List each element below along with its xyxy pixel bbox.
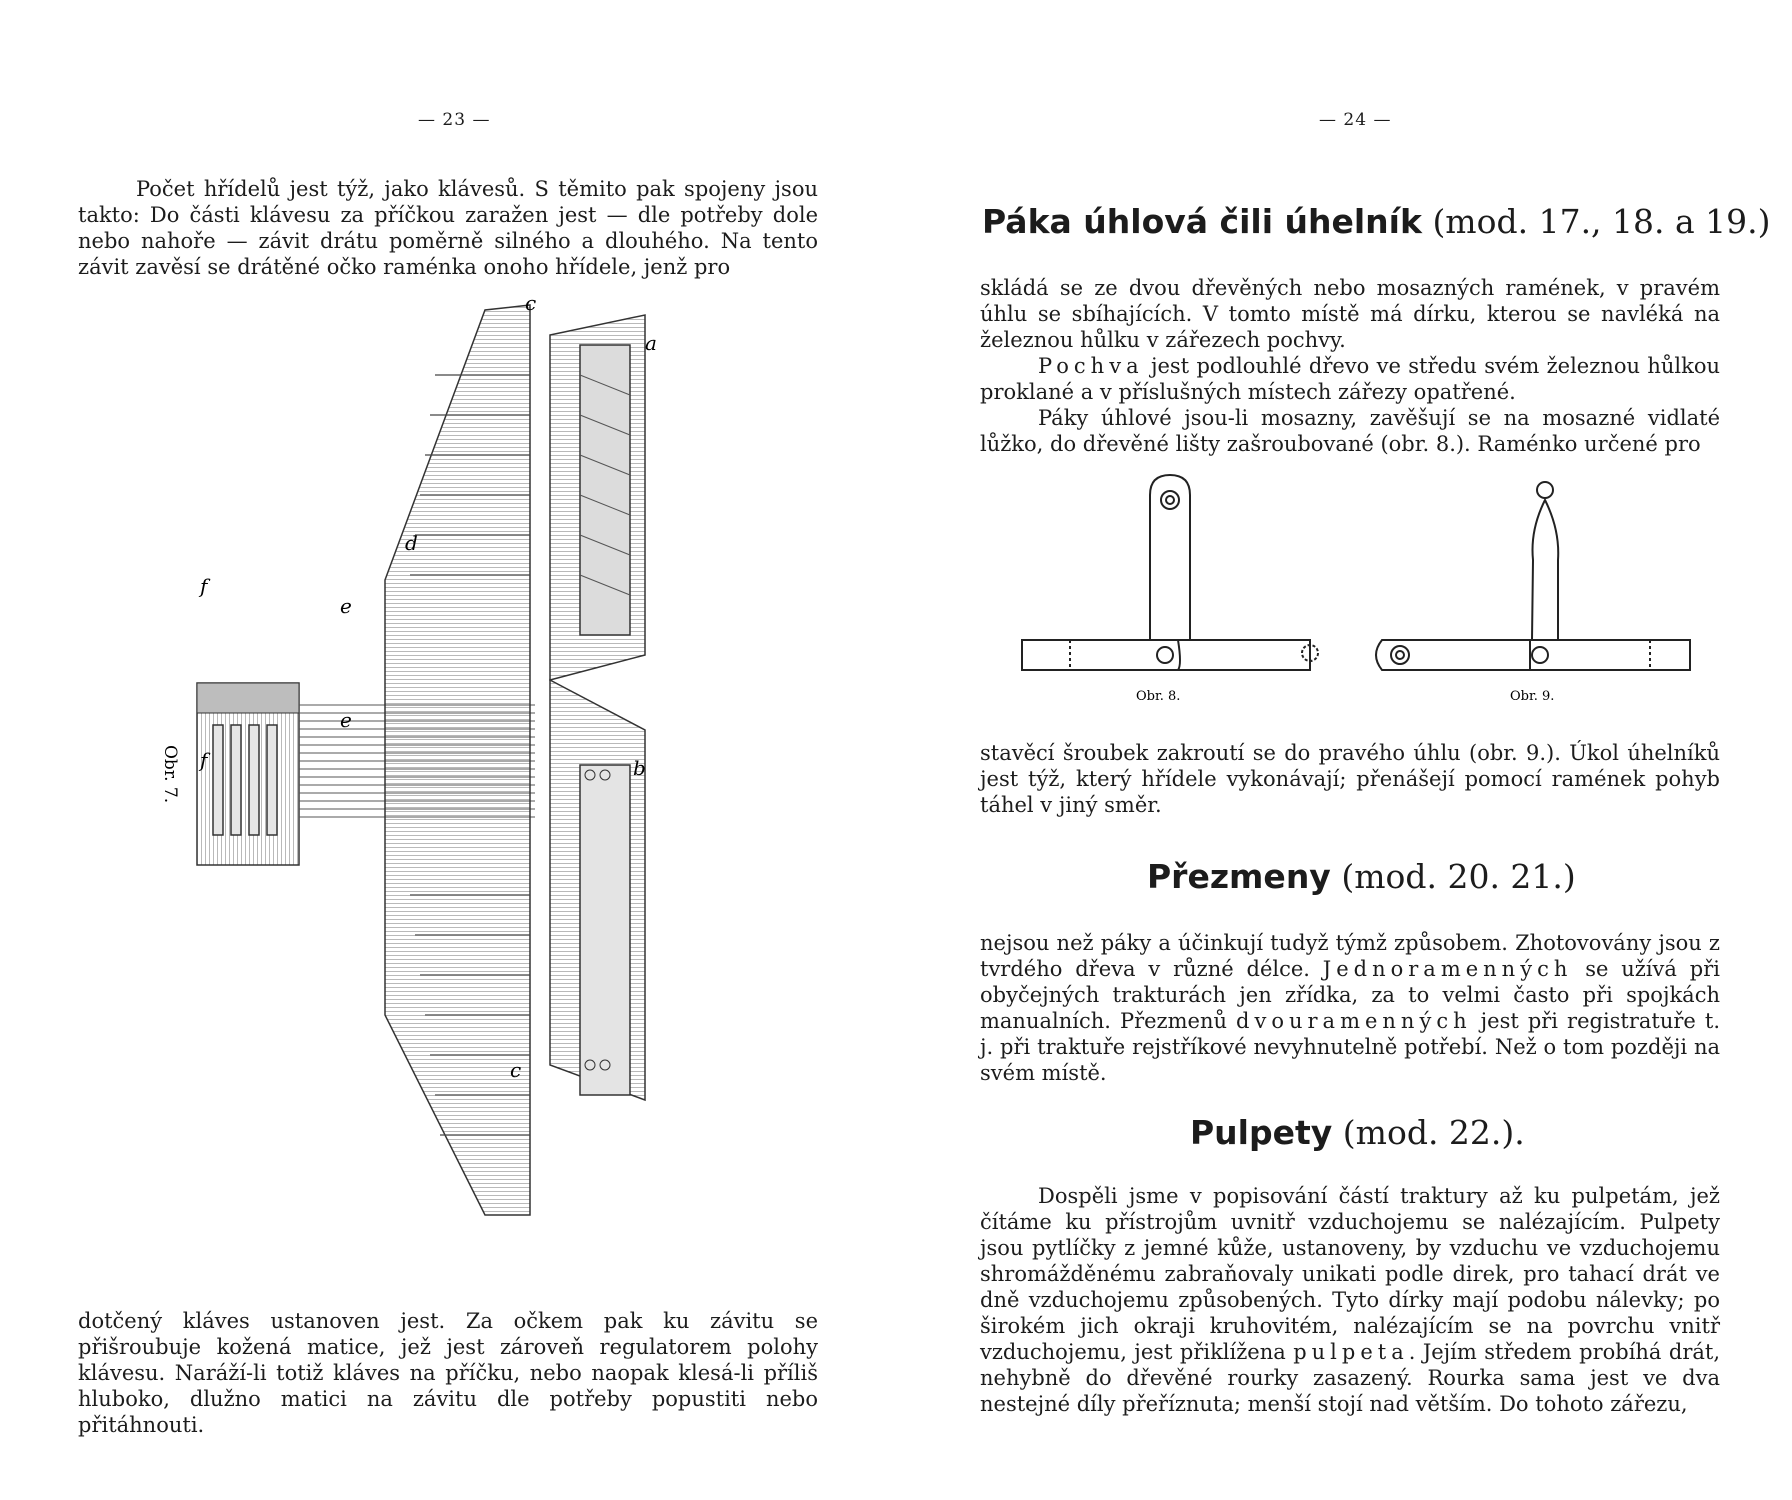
label-f-bottom: f: [200, 748, 208, 772]
figure-8-caption: Obr. 8.: [1136, 689, 1181, 704]
left-page-number: — 23 —: [418, 110, 491, 130]
section1-p2-rest: jest podlouhlé dřevo ve středu svém železnou hůlkou proklané a v příslušných místech zářezy opatřené.: [980, 354, 1720, 404]
label-e-top: e: [340, 594, 352, 618]
label-c-top: c: [525, 291, 537, 315]
section2-text: [980, 930, 1720, 1086]
section1-p4: stavěcí šroubek zakroutí se do pravého úhlu (obr. 9.). Úkol úhelníků jest týž, který hřídele vykonávají; přenášejí pomocí ramének pohyb táhel v jiný směr.: [980, 741, 1720, 817]
label-d: d: [405, 531, 418, 555]
heading-pulpety: [1190, 1113, 1525, 1152]
left-paragraph-1: [78, 176, 818, 280]
section3-p-a: Dospěli jsme v popisování částí traktury až ku pulpetám, jež čítáme ku přístrojům uvnitř vzduchojemu se nalézajícím. Pulpety jsou pytlíčky z jemné kůže, ustanoveny, by vzduchu ve vzduchojemu shromážděnému zabraňovaly unikati podle direk, pro tahací drát ve dně vzduchojemu způsobených. Tyto dírky mají podobu nálevky; po širokém jich okraji kruhovitém, nalézajícím se na povrchu vnitř vzduchojemu, jest přiklížena: [980, 1184, 1720, 1364]
left-paragraph-1-text: Počet hřídelů jest týž, jako klávesů. S těmito pak spojeny jsou takto: Do části klávesu za příčkou zaražen jest — dle potřeby dole nebo nahoře — závit drátu poměrně silného a dlouhého. Na tento závit zavěsí se drátěné očko raménka onoho hřídele, jenž pro: [78, 177, 818, 279]
left-paragraph-2: [78, 1308, 818, 1438]
figure-7-caption: Obr. 7.: [160, 745, 180, 804]
heading-prezmeny-bold: Přezmeny: [1147, 857, 1331, 896]
word-dvouramennych: dvouramenných: [1236, 1009, 1472, 1033]
label-c-bottom: c: [510, 1058, 522, 1082]
label-f-top: f: [200, 574, 208, 598]
heading-pulpety-mod: (mod. 22.).: [1342, 1113, 1525, 1152]
section1-p1: skládá se ze dvou dřevěných nebo mosazných ramének, v pravém úhlu se sbíhajících. V tomto místě má dírku, kterou se navléká na železnou hůlku v zářezech pochvy.: [980, 276, 1720, 352]
section1-text-bottom: [980, 740, 1720, 818]
section3-text: [980, 1183, 1720, 1417]
word-jednoramennych: Jednoramenných: [1322, 957, 1573, 981]
heading-prezmeny: [1147, 857, 1576, 896]
word-pulpeta: pulpeta: [1293, 1340, 1409, 1364]
section1-text-top: [980, 275, 1720, 457]
heading-pulpety-bold: Pulpety: [1190, 1113, 1333, 1152]
section1-p3: Páky úhlové jsou-li mosazny, zavěšují se na mosazné vidlaté lůžko, do dřevěné lišty zašroubované (obr. 8.). Raménko určené pro: [980, 406, 1720, 456]
windchest-a-drawing: [550, 315, 645, 680]
section3-p: [980, 1183, 1720, 1417]
right-page-number: — 24 —: [1319, 110, 1392, 130]
figure-7-organ-action: [160, 291, 745, 1255]
heading-paka-uhlova-mod: (mod. 17., 18. a 19.): [1432, 202, 1771, 241]
heading-paka-uhlova-bold: Páka úhlová čili úhelník: [982, 202, 1422, 241]
windchest-b-drawing: [550, 680, 645, 1100]
figure-9-caption: Obr. 9.: [1510, 689, 1555, 704]
figure-9-drawing: [1376, 482, 1690, 670]
label-b: b: [633, 756, 646, 780]
figure-8-drawing: [1022, 475, 1318, 670]
figure-8-9-angle-levers: [1010, 470, 1690, 710]
heading-prezmeny-mod: (mod. 20. 21.): [1341, 857, 1576, 896]
word-pochva: Pochva: [1038, 354, 1144, 378]
section2-p-a: nejsou než páky a účinkují tudyž týmž způsobem. Zhotovovány jsou z tvrdého dřeva v různé délce.: [980, 931, 1720, 981]
rollerboard-drawing: [385, 305, 530, 1215]
keyboard-drawing: [197, 683, 299, 865]
heading-paka-uhlova: [982, 202, 1771, 241]
label-e-bottom: e: [340, 708, 352, 732]
section2-p: [980, 930, 1720, 1086]
section2-p-b: se užívá při obyčejných trakturách jen zřídka, za to velmi často při spojkách manualních. Přezmenů: [980, 957, 1720, 1033]
left-paragraph-2-text: dotčený kláves ustanoven jest. Za očkem pak ku závitu se přišroubuje kožená matice, jež jest zároveň regulatorem polohy klávesu. Naráží-li totiž kláves na příčku, nebo naopak klesá-li příliš hluboko, dlužno matici na závitu dle potřeby popustiti nebo přitáhnouti.: [78, 1309, 818, 1437]
section3-p-b: . Jejím středem probíhá drát, nehybně do dřevěné rourky zasazený. Rourka sama jest ve dva nestejné díly přeříznuta; menší stojí nad větším. Do tohoto zářezu,: [980, 1340, 1720, 1416]
section1-p2: [980, 353, 1720, 405]
label-a: a: [645, 331, 657, 355]
section2-p-c: jest při registratuře t. j. při traktuře rejstříkové nevyhnutelně potřebí. Než o tom později na svém místě.: [980, 1009, 1721, 1085]
